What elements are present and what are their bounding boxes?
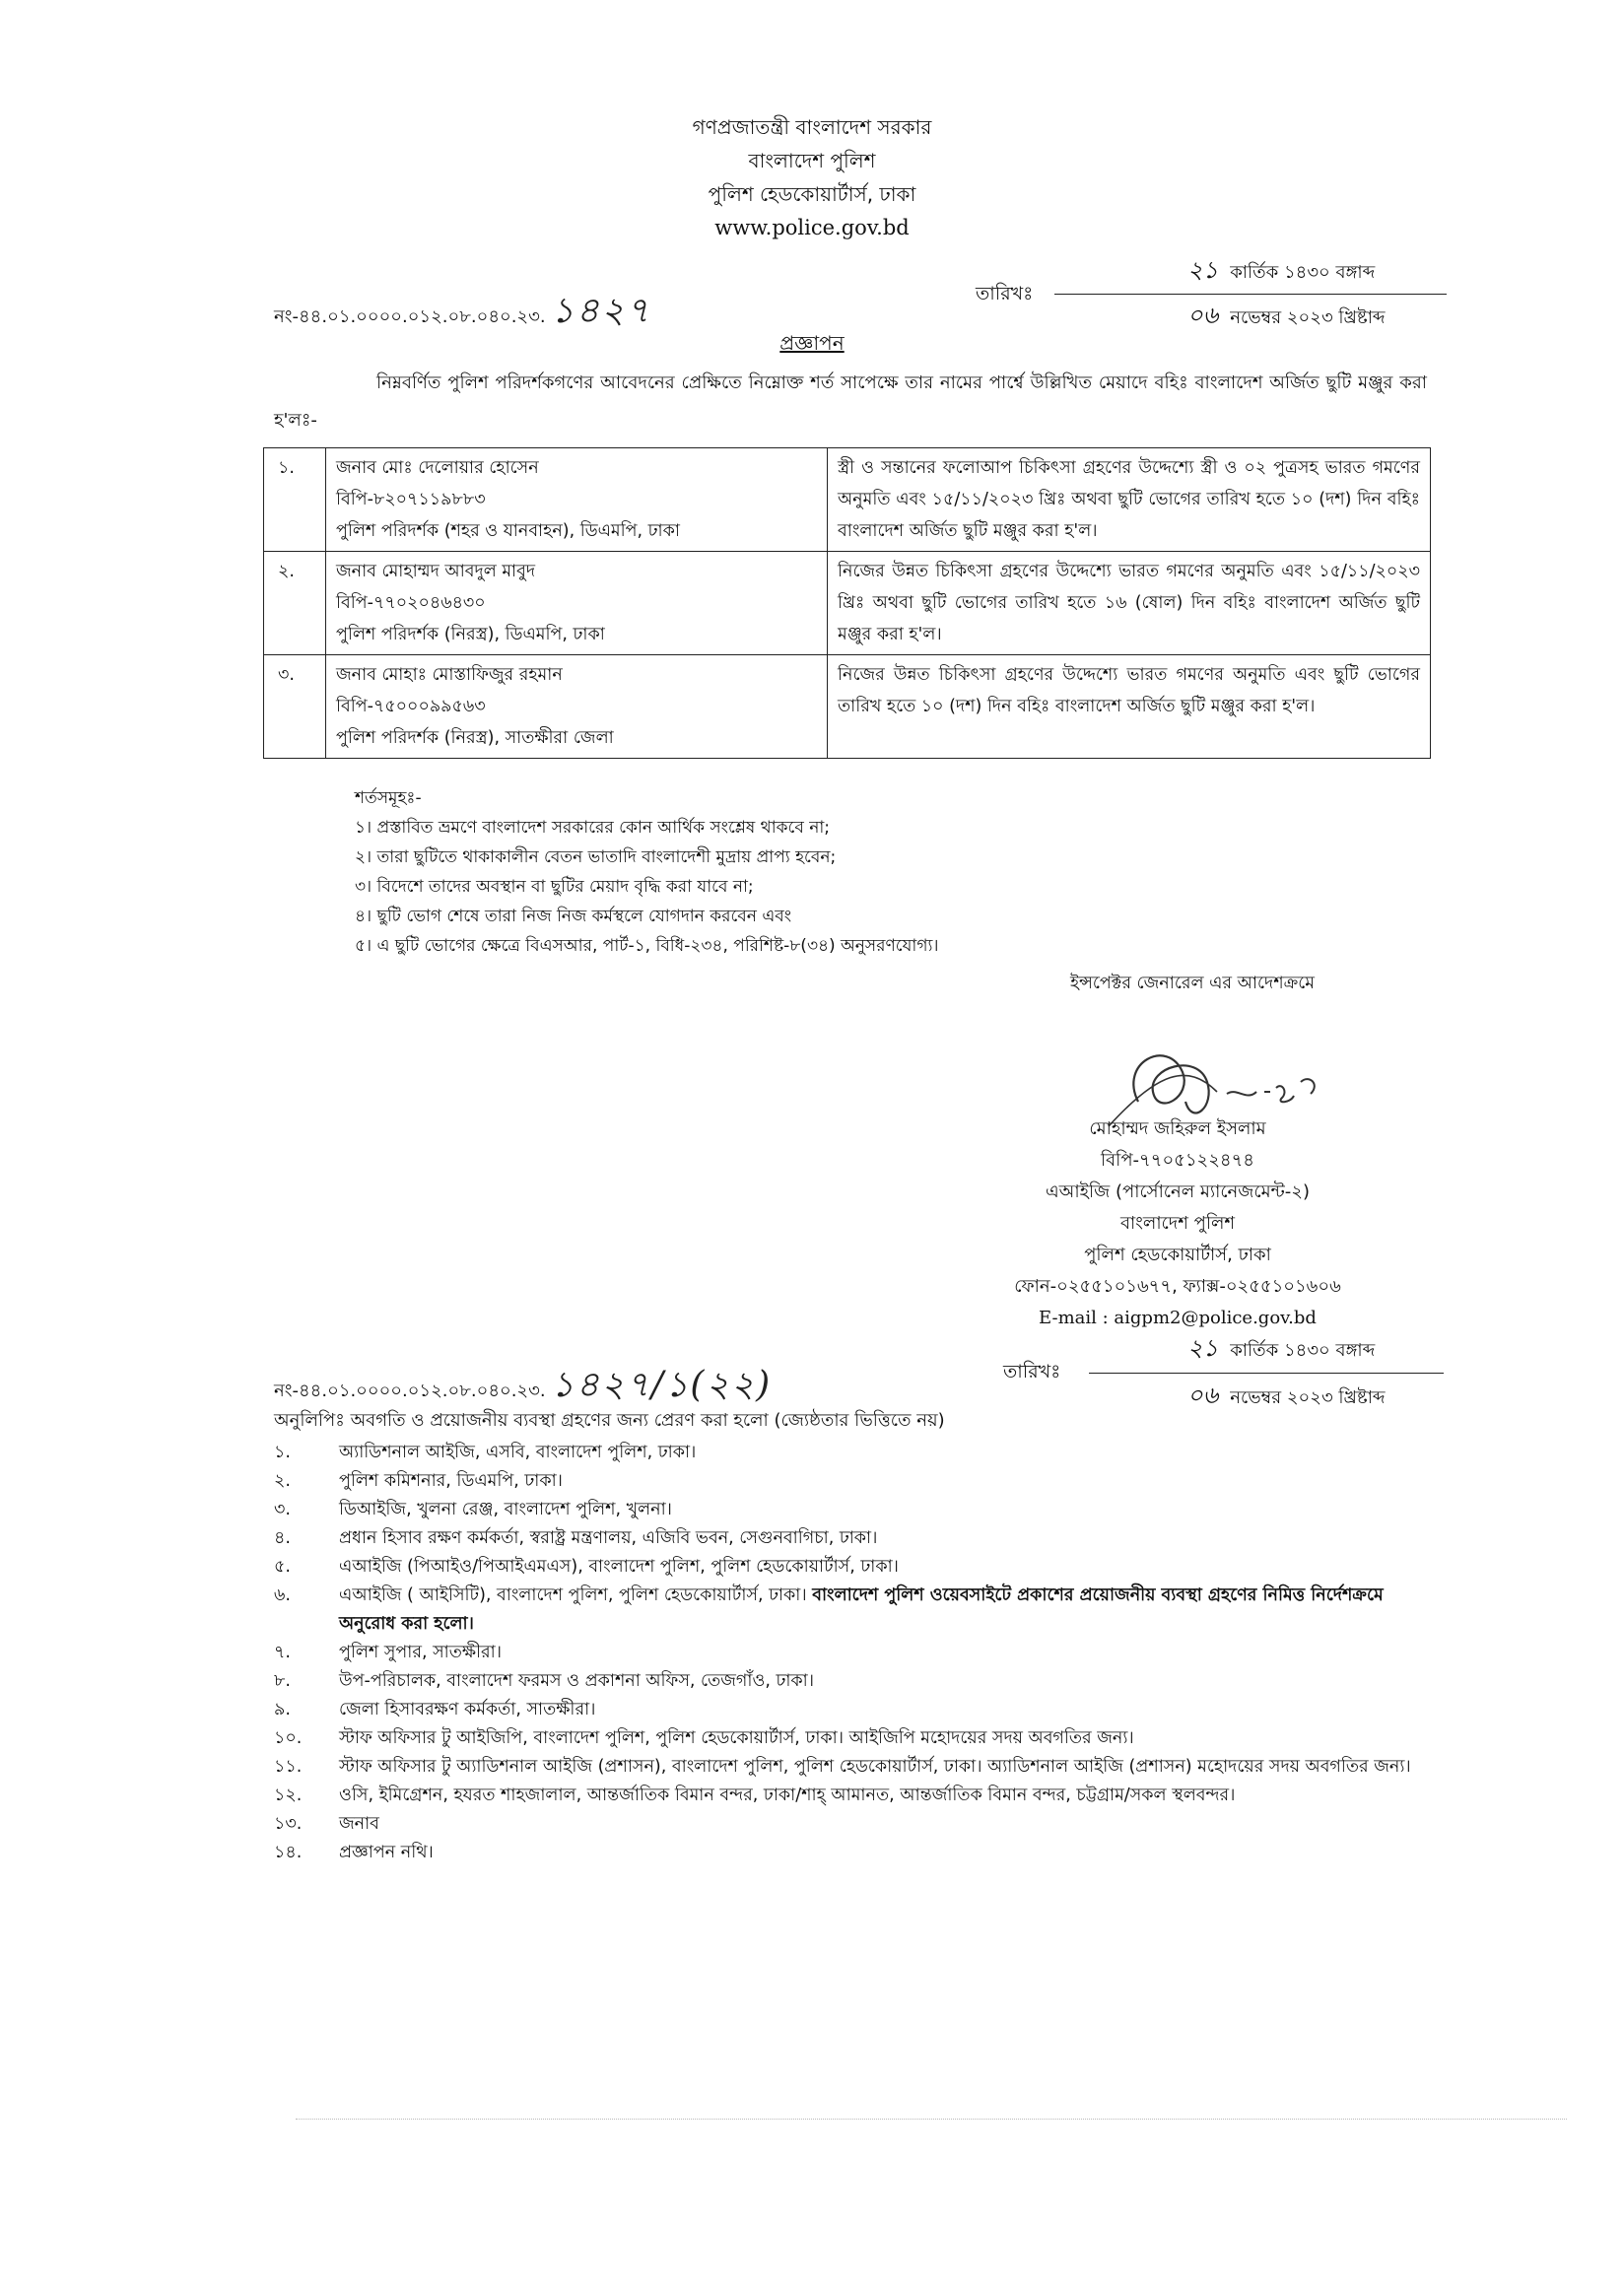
copy-number: ২. [274,1471,291,1491]
order-sl: ৩. [264,655,326,759]
copy-item [274,1553,1437,1582]
copy-text: উপ-পরিচালক, বাংলাদেশ ফরমস ও প্রকাশনা অফিস, তেজগাঁও, ঢাকা। [339,1671,815,1691]
copy-number: ১৪. [274,1843,303,1862]
signatory-email[interactable]: E-mail : aigpm2@police.gov.bd [1039,1308,1317,1328]
letterhead [0,110,1624,244]
dept-name: বাংলাদেশ পুলিশ [748,149,876,172]
officer-info [326,552,828,655]
copy-item [274,1582,1437,1639]
copy-text: প্রধান হিসাব রক্ষণ কর্মকর্তা, স্বরাষ্ট্র মন্ত্রণালয়, এজিবি ভবন, সেগুনবাগিচা, ঢাকা। [339,1528,878,1548]
signatory-phone: ফোন-০২৫৫১০১৬৭৭, ফ্যাক্স-০২৫৫১০১৬০৬ [1014,1276,1341,1297]
copy-text: এআইজি (পিআইও/পিআইএমএস), বাংলাদেশ পুলিশ, পুলিশ হেডকোয়ার্টার্স, ঢাকা। [339,1557,899,1577]
date2-divider [1089,1373,1444,1374]
officer-name: জনাব মোঃ দেলোয়ার হোসেন [336,458,539,478]
copy-text: ওসি, ইমিগ্রেশন, হযরত শাহজালাল, আন্তর্জাতিক বিমান বন্দর, ঢাকা/শাহ্ আমানত, আন্তর্জাতিক বিমান বন্দর, চট্টগ্রাম/সকল স্থলবন্দর। [339,1786,1236,1805]
date2-english: ০৬ নভেম্বর ২০২৩ খ্রিষ্টাব্দ [1187,1382,1386,1409]
officer-bp: বিপি-৮২০৭১১৯৮৮৩ [336,490,486,509]
condition-item: ৩। বিদেশে তাদের অবস্থান বা ছুটির মেয়াদ বৃদ্ধি করা যাবে না; [355,877,754,897]
copy-text: পুলিশ কমিশনার, ডিএমপি, ঢাকা। [339,1471,563,1491]
copy-recipients-list [274,1439,1437,1867]
notification-title: প্রজ্ঞাপন [779,331,845,355]
copy-item [274,1667,1437,1696]
order-by-line: ইন্সপেক্টর জেনারেল এর আদেশক্রমে [1070,974,1315,993]
copy-item [274,1810,1437,1839]
copy-number: ১. [274,1443,291,1462]
order-row [264,552,1431,655]
date-divider [1054,294,1447,295]
signatory-name: মোহাম্মদ জহিরুল ইসলাম [1089,1118,1266,1139]
copy-number: ৩. [274,1500,291,1519]
copy-item [274,1839,1437,1867]
officer-post: পুলিশ পরিদর্শক (নিরস্ত্র), সাতক্ষীরা জেলা [336,728,614,748]
copy-number: ১২. [274,1786,303,1805]
intro-paragraph: নিম্নবর্ণিত পুলিশ পরিদর্শকগণের আবেদনের প্রেক্ষিতে নিম্নোক্ত শর্ত সাপেক্ষে তার নামের পার্শ্বে উল্লিখিত মেয়াদে বহিঃ বাংলাদেশ অর্জিত ছুটি মঞ্জুর করা হ'লঃ- [274,372,1427,431]
condition-item: ১। প্রস্তাবিত ভ্রমণে বাংলাদেশ সরকারের কোন আর্থিক সংশ্লেষ থাকবে না; [355,818,831,838]
order-row [264,655,1431,759]
date-label: তারিখঃ [976,283,1034,304]
officer-name: জনাব মোহাম্মদ আবদুল মাবুদ [336,562,536,581]
copy-item [274,1496,1437,1524]
copy-number: ৫. [274,1557,291,1577]
officer-bp: বিপি-৭৫০০০৯৯৫৬৩ [336,697,486,716]
handwritten-memo-no: ১৪২৭ [551,291,651,331]
order-row [264,448,1431,552]
order-sl: ১. [264,448,326,552]
copy-item [274,1696,1437,1724]
leave-details: নিজের উন্নত চিকিৎসা গ্রহণের উদ্দেশ্যে ভারত গমণের অনুমতি এবং ছুটি ভোগের তারিখ হতে ১০ (দশ) দিন বহিঃ বাংলাদেশ অর্জিত ছুটি মঞ্জুর করা হ'ল। [828,655,1431,759]
conditions-list [355,813,939,961]
copy-item [274,1439,1437,1467]
officer-info [326,448,828,552]
copy-text: জেলা হিসাবরক্ষণ কর্মকর্তা, সাতক্ষীরা। [339,1700,596,1719]
condition-item: ২। তারা ছুটিতে থাকাকালীন বেতন ভাতাদি বাংলাদেশী মুদ্রায় প্রাপ্য হবেন; [355,847,837,867]
copy-item [274,1753,1437,1782]
copy-text: পুলিশ সুপার, সাতক্ষীরা। [339,1643,503,1662]
signatory-org: বাংলাদেশ পুলিশ [1119,1213,1236,1234]
copy-number: ৯. [274,1700,291,1719]
officer-name: জনাব মোহাঃ মোস্তাফিজুর রহমান [336,665,563,685]
officer-post: পুলিশ পরিদর্শক (শহর ও যানবাহন), ডিএমপি, ঢাকা [336,521,680,541]
handwritten-memo2-no: ১৪২৭/১(২২) [551,1365,773,1405]
copy-item [274,1467,1437,1496]
copy-number: ৮. [274,1671,291,1691]
memo-number: নং-৪৪.০১.০০০০.০১২.০৮.০৪০.২৩. ১৪২৭ [274,291,651,331]
date-bengali: ২১ কার্তিক ১৪৩০ বঙ্গাব্দ [1187,256,1376,284]
copy-bold-note: বাংলাদেশ পুলিশ ওয়েবসাইটে প্রকাশের প্রয়োজনীয় ব্যবস্থা গ্রহণের নিমিত্ত নির্দেশক্রমে অনুরোধ করা হলো। [339,1585,1384,1634]
office-name: পুলিশ হেডকোয়ার্টার্স, ঢাকা [708,182,916,206]
copy-intro: অনুলিপিঃ অবগতি ও প্রয়োজনীয় ব্যবস্থা গ্রহণের জন্য প্রেরণ করা হলো (জ্যেষ্ঠতার ভিত্তিতে নয়) [274,1410,945,1431]
condition-item: ৪। ছুটি ভোগ শেষে তারা নিজ নিজ কর্মস্থলে যোগদান করবেন এবং [355,907,792,926]
signatory-office: পুলিশ হেডকোয়ার্টার্স, ঢাকা [1084,1245,1271,1265]
govt-name: গণপ্রজাতন্ত্রী বাংলাদেশ সরকার [692,115,932,139]
copy-text: প্রজ্ঞাপন নথি। [339,1843,434,1862]
website-link[interactable]: www.police.gov.bd [714,216,910,239]
copy-text: অ্যাডিশনাল আইজি, এসবি, বাংলাদেশ পুলিশ, ঢাকা। [339,1443,697,1462]
officer-post: পুলিশ পরিদর্শক (নিরস্ত্র), ডিএমপি, ঢাকা [336,625,605,644]
officer-info [326,655,828,759]
signatory-designation: এআইজি (পার্সোনেল ম্যানেজমেন্ট-২) [1045,1181,1311,1202]
memo2-number: নং-৪৪.০১.০০০০.০১২.০৮.০৪০.২৩. ১৪২৭/১(২২) [274,1365,773,1405]
leave-orders-table [263,447,1431,759]
condition-item: ৫। এ ছুটি ভোগের ক্ষেত্রে বিএসআর, পার্ট-১, বিধি-২৩৪, পরিশিষ্ট-৮(৩৪) অনুসরণযোগ্য। [355,936,939,956]
copy-item [274,1639,1437,1667]
copy-number: ৬. [274,1585,291,1605]
order-sl: ২. [264,552,326,655]
signatory-bp: বিপি-৭৭০৫১২২৪৭৪ [1101,1150,1254,1171]
copy-text: জনাব [339,1814,379,1834]
copy-text: ডিআইজি, খুলনা রেঞ্জ, বাংলাদেশ পুলিশ, খুলনা। [339,1500,672,1519]
copy-number: ৭. [274,1643,291,1662]
copy-number: ১১. [274,1757,303,1777]
copy-text: স্টাফ অফিসার টু আইজিপি, বাংলাদেশ পুলিশ, পুলিশ হেডকোয়ার্টার্স, ঢাকা। আইজিপি মহোদয়ের সদয় অবগতির জন্য। [339,1728,1134,1748]
officer-bp: বিপি-৭৭০২০৪৬৪৩০ [336,593,486,613]
copy-item [274,1782,1437,1810]
signatory-block [981,1113,1375,1334]
copy-number: ৪. [274,1528,291,1548]
date2-bengali: ২১ কার্তিক ১৪৩০ বঙ্গাব্দ [1187,1334,1376,1362]
copy-text: স্টাফ অফিসার টু অ্যাডিশনাল আইজি (প্রশাসন), বাংলাদেশ পুলিশ, পুলিশ হেডকোয়ার্টার্স, ঢাকা। অ্যাডিশনাল আইজি (প্রশাসন) মহোদয়ের সদয় অবগতির জন্য। [339,1757,1411,1777]
leave-details: নিজের উন্নত চিকিৎসা গ্রহণের উদ্দেশ্যে ভারত গমণের অনুমতি এবং ১৫/১১/২০২৩ খ্রিঃ অথবা ছুটি ভোগের তারিখ হতে ১৬ (ষোল) দিন বহিঃ বাংলাদেশ অর্জিত ছুটি মঞ্জুর করা হ'ল। [828,552,1431,655]
bottom-rule [296,2119,1567,2120]
copy-text: এআইজি ( আইসিটি), বাংলাদেশ পুলিশ, পুলিশ হেডকোয়ার্টার্স, ঢাকা। বাংলাদেশ পুলিশ ওয়েবসাইটে প্রকাশের প্রয়োজনীয় ব্যবস্থা গ্রহণের নিমিত্ত নির্দেশক্রমে অনুরোধ করা হলো। [339,1585,1384,1634]
copy-item [274,1524,1437,1553]
leave-details: স্ত্রী ও সন্তানের ফলোআপ চিকিৎসা গ্রহণের উদ্দেশ্যে স্ত্রী ও ০২ পুত্রসহ ভারত গমণের অনুমতি এবং ১৫/১১/২০২৩ খ্রিঃ অথবা ছুটি ভোগের তারিখ হতে ১০ (দশ) দিন বহিঃ বাংলাদেশ অর্জিত ছুটি মঞ্জুর করা হ'ল। [828,448,1431,552]
date-english: ০৬ নভেম্বর ২০২৩ খ্রিষ্টাব্দ [1187,302,1386,329]
copy-number: ১৩. [274,1814,303,1834]
date2-label: তারিখঃ [1003,1361,1061,1382]
conditions-heading: শর্তসমূহঃ- [355,788,422,808]
copy-number: ১০. [274,1728,303,1748]
copy-item [274,1724,1437,1753]
